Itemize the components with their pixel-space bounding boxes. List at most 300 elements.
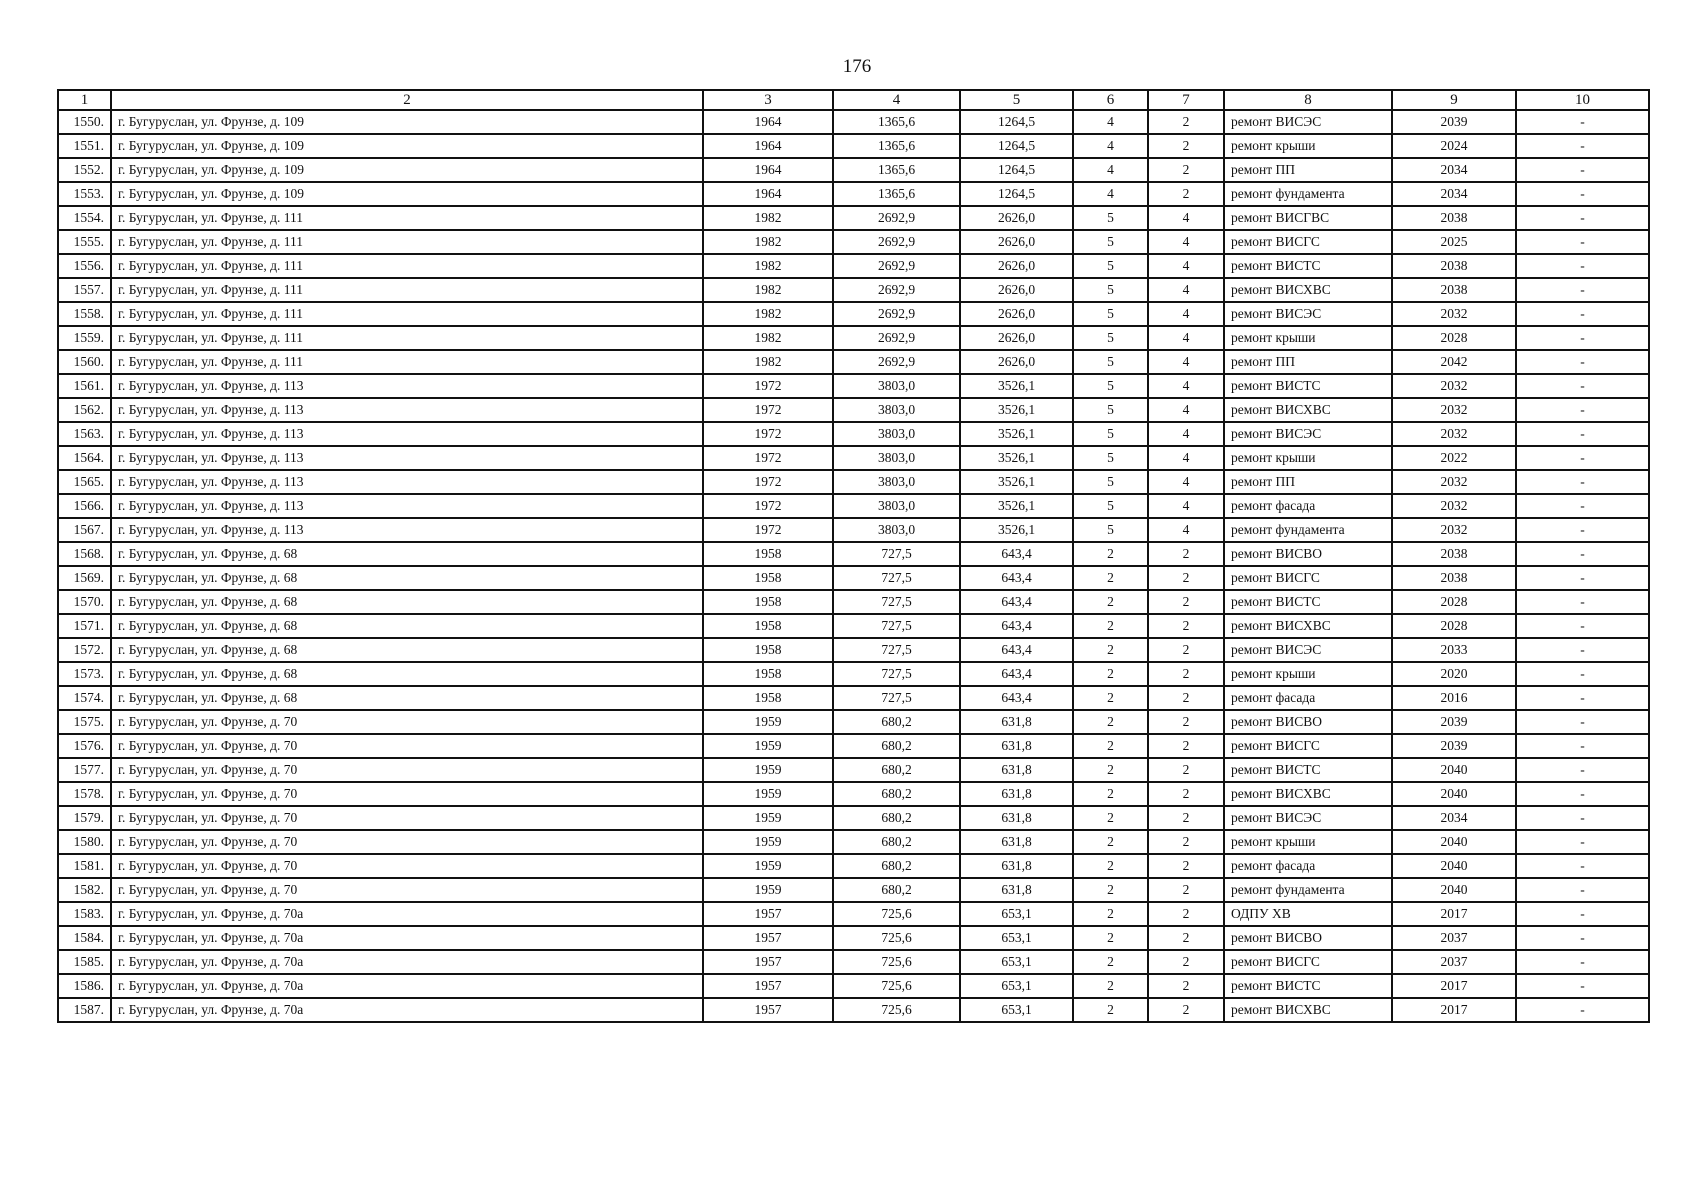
cell-total-area: 725,6 [833,974,960,998]
cell-total-area: 2692,9 [833,302,960,326]
table-row [58,254,1649,278]
cell-planned-year: 2032 [1392,374,1516,398]
cell-living-area: 631,8 [960,830,1073,854]
cell-year-built: 1958 [703,566,833,590]
cell-work-type: ремонт ПП [1224,470,1392,494]
cell-row-number: 1565. [58,470,111,494]
cell-year-built: 1959 [703,806,833,830]
page-number: 176 [842,56,872,77]
cell-entrances: 2 [1148,902,1224,926]
cell-entrances: 4 [1148,494,1224,518]
cell-year-built: 1957 [703,926,833,950]
cell-total-area: 2692,9 [833,350,960,374]
cell-total-area: 3803,0 [833,374,960,398]
cell-planned-year: 2039 [1392,734,1516,758]
cell-planned-year: 2017 [1392,998,1516,1022]
cell-address: г. Бугуруслан, ул. Фрунзе, д. 70 [111,710,703,734]
table-row [58,590,1649,614]
cell-row-number: 1551. [58,134,111,158]
cell-entrances: 4 [1148,446,1224,470]
cell-entrances: 2 [1148,542,1224,566]
table-row [58,470,1649,494]
cell-entrances: 4 [1148,518,1224,542]
cell-planned-year: 2042 [1392,350,1516,374]
cell-note: - [1516,494,1649,518]
cell-address: г. Бугуруслан, ул. Фрунзе, д. 113 [111,398,703,422]
table-row [58,182,1649,206]
cell-floors: 2 [1073,854,1148,878]
cell-year-built: 1958 [703,590,833,614]
cell-living-area: 2626,0 [960,254,1073,278]
cell-total-area: 1365,6 [833,134,960,158]
cell-work-type: ремонт ВИСТС [1224,590,1392,614]
cell-floors: 2 [1073,758,1148,782]
cell-work-type: ремонт ВИСТС [1224,254,1392,278]
cell-entrances: 4 [1148,398,1224,422]
cell-entrances: 4 [1148,230,1224,254]
cell-entrances: 2 [1148,878,1224,902]
cell-row-number: 1568. [58,542,111,566]
cell-year-built: 1958 [703,686,833,710]
cell-work-type: ремонт ВИСХВС [1224,998,1392,1022]
cell-address: г. Бугуруслан, ул. Фрунзе, д. 70 [111,758,703,782]
cell-total-area: 680,2 [833,854,960,878]
cell-year-built: 1972 [703,518,833,542]
cell-living-area: 631,8 [960,758,1073,782]
cell-entrances: 2 [1148,734,1224,758]
table-row [58,542,1649,566]
cell-row-number: 1572. [58,638,111,662]
cell-total-area: 2692,9 [833,230,960,254]
table-row [58,662,1649,686]
cell-year-built: 1982 [703,230,833,254]
cell-total-area: 3803,0 [833,398,960,422]
table-row [58,350,1649,374]
cell-work-type: ремонт ВИСГС [1224,950,1392,974]
cell-address: г. Бугуруслан, ул. Фрунзе, д. 70а [111,998,703,1022]
cell-living-area: 3526,1 [960,446,1073,470]
cell-row-number: 1566. [58,494,111,518]
cell-row-number: 1582. [58,878,111,902]
cell-planned-year: 2032 [1392,494,1516,518]
cell-address: г. Бугуруслан, ул. Фрунзе, д. 70а [111,902,703,926]
cell-work-type: ремонт крыши [1224,134,1392,158]
cell-year-built: 1959 [703,854,833,878]
cell-living-area: 2626,0 [960,230,1073,254]
cell-year-built: 1964 [703,110,833,134]
cell-work-type: ремонт ВИСТС [1224,374,1392,398]
cell-work-type: ремонт ВИСЭС [1224,110,1392,134]
cell-address: г. Бугуруслан, ул. Фрунзе, д. 68 [111,638,703,662]
cell-work-type: ремонт ВИСВО [1224,542,1392,566]
cell-note: - [1516,350,1649,374]
cell-living-area: 1264,5 [960,134,1073,158]
cell-note: - [1516,926,1649,950]
cell-row-number: 1562. [58,398,111,422]
cell-year-built: 1972 [703,398,833,422]
cell-entrances: 2 [1148,590,1224,614]
cell-total-area: 3803,0 [833,422,960,446]
cell-planned-year: 2040 [1392,854,1516,878]
cell-living-area: 2626,0 [960,302,1073,326]
cell-work-type: ремонт ВИСВО [1224,710,1392,734]
cell-address: г. Бугуруслан, ул. Фрунзе, д. 109 [111,110,703,134]
cell-work-type: ремонт ПП [1224,350,1392,374]
cell-total-area: 725,6 [833,950,960,974]
cell-total-area: 727,5 [833,638,960,662]
cell-note: - [1516,254,1649,278]
cell-address: г. Бугуруслан, ул. Фрунзе, д. 111 [111,278,703,302]
cell-year-built: 1958 [703,662,833,686]
column-header-1: 1 [58,90,111,110]
cell-entrances: 4 [1148,422,1224,446]
cell-address: г. Бугуруслан, ул. Фрунзе, д. 109 [111,182,703,206]
cell-floors: 5 [1073,446,1148,470]
cell-note: - [1516,686,1649,710]
cell-address: г. Бугуруслан, ул. Фрунзе, д. 113 [111,494,703,518]
table-row [58,854,1649,878]
cell-entrances: 2 [1148,158,1224,182]
cell-year-built: 1972 [703,446,833,470]
cell-entrances: 4 [1148,278,1224,302]
cell-planned-year: 2028 [1392,590,1516,614]
cell-work-type: ремонт фундамента [1224,518,1392,542]
cell-total-area: 2692,9 [833,278,960,302]
cell-address: г. Бугуруслан, ул. Фрунзе, д. 70 [111,878,703,902]
cell-work-type: ремонт ВИСХВС [1224,278,1392,302]
table-row [58,710,1649,734]
cell-total-area: 680,2 [833,878,960,902]
cell-entrances: 4 [1148,374,1224,398]
cell-work-type: ремонт ВИСХВС [1224,614,1392,638]
cell-total-area: 2692,9 [833,254,960,278]
cell-living-area: 643,4 [960,566,1073,590]
cell-work-type: ремонт ВИСГВС [1224,206,1392,230]
cell-living-area: 1264,5 [960,110,1073,134]
repair-schedule-table [57,89,1650,1023]
cell-address: г. Бугуруслан, ул. Фрунзе, д. 113 [111,446,703,470]
cell-work-type: ремонт крыши [1224,326,1392,350]
cell-living-area: 1264,5 [960,158,1073,182]
cell-entrances: 4 [1148,326,1224,350]
cell-floors: 5 [1073,230,1148,254]
cell-row-number: 1550. [58,110,111,134]
cell-row-number: 1557. [58,278,111,302]
cell-address: г. Бугуруслан, ул. Фрунзе, д. 113 [111,518,703,542]
cell-note: - [1516,758,1649,782]
cell-row-number: 1559. [58,326,111,350]
cell-row-number: 1579. [58,806,111,830]
table-row [58,494,1649,518]
cell-planned-year: 2017 [1392,974,1516,998]
cell-work-type: ремонт ВИСЭС [1224,806,1392,830]
cell-address: г. Бугуруслан, ул. Фрунзе, д. 111 [111,206,703,230]
cell-address: г. Бугуруслан, ул. Фрунзе, д. 111 [111,302,703,326]
cell-address: г. Бугуруслан, ул. Фрунзе, д. 68 [111,590,703,614]
cell-planned-year: 2032 [1392,398,1516,422]
cell-living-area: 643,4 [960,590,1073,614]
cell-row-number: 1583. [58,902,111,926]
cell-row-number: 1577. [58,758,111,782]
cell-note: - [1516,158,1649,182]
cell-row-number: 1554. [58,206,111,230]
column-header-10: 10 [1516,90,1649,110]
cell-living-area: 653,1 [960,950,1073,974]
cell-address: г. Бугуруслан, ул. Фрунзе, д. 109 [111,134,703,158]
cell-note: - [1516,710,1649,734]
cell-floors: 4 [1073,158,1148,182]
cell-year-built: 1982 [703,326,833,350]
cell-note: - [1516,542,1649,566]
cell-floors: 5 [1073,518,1148,542]
cell-work-type: ремонт фасада [1224,686,1392,710]
table-row [58,398,1649,422]
table-row [58,158,1649,182]
cell-total-area: 2692,9 [833,206,960,230]
cell-note: - [1516,734,1649,758]
cell-address: г. Бугуруслан, ул. Фрунзе, д. 68 [111,542,703,566]
cell-entrances: 2 [1148,134,1224,158]
cell-address: г. Бугуруслан, ул. Фрунзе, д. 70 [111,830,703,854]
cell-row-number: 1573. [58,662,111,686]
cell-planned-year: 2039 [1392,710,1516,734]
cell-address: г. Бугуруслан, ул. Фрунзе, д. 70а [111,926,703,950]
cell-year-built: 1982 [703,302,833,326]
cell-planned-year: 2034 [1392,182,1516,206]
cell-address: г. Бугуруслан, ул. Фрунзе, д. 68 [111,662,703,686]
cell-note: - [1516,470,1649,494]
cell-living-area: 631,8 [960,782,1073,806]
cell-note: - [1516,134,1649,158]
table-row [58,902,1649,926]
cell-address: г. Бугуруслан, ул. Фрунзе, д. 113 [111,470,703,494]
cell-note: - [1516,782,1649,806]
cell-total-area: 1365,6 [833,158,960,182]
cell-total-area: 725,6 [833,902,960,926]
cell-note: - [1516,518,1649,542]
cell-floors: 4 [1073,110,1148,134]
cell-total-area: 3803,0 [833,446,960,470]
cell-row-number: 1575. [58,710,111,734]
cell-address: г. Бугуруслан, ул. Фрунзе, д. 111 [111,254,703,278]
cell-note: - [1516,326,1649,350]
table-row [58,302,1649,326]
cell-floors: 5 [1073,302,1148,326]
column-header-8: 8 [1224,90,1392,110]
cell-work-type: ремонт ВИСГС [1224,734,1392,758]
cell-total-area: 727,5 [833,662,960,686]
cell-note: - [1516,998,1649,1022]
cell-note: - [1516,902,1649,926]
cell-note: - [1516,878,1649,902]
cell-living-area: 631,8 [960,878,1073,902]
cell-floors: 2 [1073,734,1148,758]
table-row [58,422,1649,446]
cell-floors: 5 [1073,374,1148,398]
cell-total-area: 680,2 [833,830,960,854]
cell-living-area: 2626,0 [960,350,1073,374]
cell-planned-year: 2039 [1392,110,1516,134]
cell-work-type: ремонт ВИСХВС [1224,398,1392,422]
cell-entrances: 4 [1148,254,1224,278]
cell-note: - [1516,182,1649,206]
cell-row-number: 1556. [58,254,111,278]
cell-note: - [1516,590,1649,614]
cell-planned-year: 2032 [1392,302,1516,326]
cell-planned-year: 2040 [1392,758,1516,782]
cell-floors: 2 [1073,926,1148,950]
cell-floors: 2 [1073,710,1148,734]
cell-note: - [1516,422,1649,446]
table-row [58,926,1649,950]
cell-entrances: 2 [1148,926,1224,950]
cell-floors: 2 [1073,902,1148,926]
column-header-9: 9 [1392,90,1516,110]
cell-year-built: 1972 [703,494,833,518]
cell-entrances: 2 [1148,566,1224,590]
cell-work-type: ремонт фундамента [1224,182,1392,206]
cell-note: - [1516,230,1649,254]
cell-floors: 2 [1073,662,1148,686]
cell-total-area: 725,6 [833,998,960,1022]
cell-work-type: ремонт ПП [1224,158,1392,182]
cell-living-area: 3526,1 [960,374,1073,398]
cell-floors: 2 [1073,806,1148,830]
cell-total-area: 727,5 [833,686,960,710]
table-row [58,566,1649,590]
cell-row-number: 1578. [58,782,111,806]
cell-floors: 4 [1073,182,1148,206]
cell-row-number: 1560. [58,350,111,374]
cell-floors: 2 [1073,614,1148,638]
table-row [58,686,1649,710]
table-body [58,110,1649,1022]
cell-address: г. Бугуруслан, ул. Фрунзе, д. 70а [111,950,703,974]
cell-row-number: 1576. [58,734,111,758]
cell-total-area: 680,2 [833,710,960,734]
cell-year-built: 1958 [703,542,833,566]
cell-planned-year: 2028 [1392,326,1516,350]
cell-entrances: 2 [1148,710,1224,734]
cell-entrances: 2 [1148,998,1224,1022]
cell-floors: 5 [1073,326,1148,350]
cell-entrances: 2 [1148,830,1224,854]
cell-work-type: ремонт ВИСГС [1224,566,1392,590]
cell-living-area: 643,4 [960,614,1073,638]
cell-year-built: 1964 [703,182,833,206]
cell-planned-year: 2016 [1392,686,1516,710]
cell-work-type: ремонт фасада [1224,854,1392,878]
cell-entrances: 2 [1148,614,1224,638]
cell-planned-year: 2037 [1392,950,1516,974]
table-row [58,734,1649,758]
cell-floors: 2 [1073,566,1148,590]
column-header-4: 4 [833,90,960,110]
cell-year-built: 1959 [703,710,833,734]
cell-entrances: 2 [1148,806,1224,830]
cell-floors: 2 [1073,830,1148,854]
cell-floors: 5 [1073,206,1148,230]
cell-entrances: 2 [1148,758,1224,782]
cell-year-built: 1957 [703,974,833,998]
cell-planned-year: 2028 [1392,614,1516,638]
cell-work-type: ОДПУ ХВ [1224,902,1392,926]
cell-note: - [1516,446,1649,470]
table-header-row [58,90,1649,110]
cell-total-area: 725,6 [833,926,960,950]
cell-work-type: ремонт ВИСТС [1224,974,1392,998]
cell-row-number: 1567. [58,518,111,542]
cell-year-built: 1972 [703,470,833,494]
cell-row-number: 1584. [58,926,111,950]
cell-note: - [1516,662,1649,686]
cell-planned-year: 2038 [1392,278,1516,302]
cell-living-area: 653,1 [960,926,1073,950]
cell-total-area: 1365,6 [833,110,960,134]
cell-planned-year: 2040 [1392,878,1516,902]
cell-note: - [1516,110,1649,134]
cell-total-area: 727,5 [833,614,960,638]
cell-living-area: 3526,1 [960,518,1073,542]
table-row [58,134,1649,158]
cell-floors: 5 [1073,350,1148,374]
cell-living-area: 643,4 [960,542,1073,566]
cell-total-area: 3803,0 [833,494,960,518]
cell-row-number: 1587. [58,998,111,1022]
cell-planned-year: 2032 [1392,470,1516,494]
cell-living-area: 653,1 [960,998,1073,1022]
cell-planned-year: 2034 [1392,158,1516,182]
cell-planned-year: 2038 [1392,254,1516,278]
cell-work-type: ремонт крыши [1224,446,1392,470]
cell-address: г. Бугуруслан, ул. Фрунзе, д. 111 [111,230,703,254]
cell-planned-year: 2038 [1392,566,1516,590]
cell-note: - [1516,974,1649,998]
cell-year-built: 1957 [703,998,833,1022]
column-header-3: 3 [703,90,833,110]
cell-living-area: 3526,1 [960,398,1073,422]
cell-living-area: 643,4 [960,686,1073,710]
table-row [58,878,1649,902]
cell-year-built: 1959 [703,878,833,902]
cell-entrances: 2 [1148,854,1224,878]
cell-work-type: ремонт крыши [1224,662,1392,686]
cell-address: г. Бугуруслан, ул. Фрунзе, д. 111 [111,326,703,350]
cell-floors: 2 [1073,782,1148,806]
cell-living-area: 3526,1 [960,470,1073,494]
cell-floors: 4 [1073,134,1148,158]
cell-entrances: 2 [1148,638,1224,662]
cell-total-area: 727,5 [833,590,960,614]
cell-planned-year: 2037 [1392,926,1516,950]
cell-year-built: 1982 [703,350,833,374]
cell-total-area: 727,5 [833,566,960,590]
cell-row-number: 1561. [58,374,111,398]
cell-work-type: ремонт ВИСГС [1224,230,1392,254]
cell-address: г. Бугуруслан, ул. Фрунзе, д. 113 [111,374,703,398]
cell-row-number: 1563. [58,422,111,446]
cell-total-area: 727,5 [833,542,960,566]
cell-year-built: 1964 [703,158,833,182]
cell-row-number: 1569. [58,566,111,590]
cell-living-area: 3526,1 [960,494,1073,518]
cell-entrances: 2 [1148,182,1224,206]
cell-address: г. Бугуруслан, ул. Фрунзе, д. 68 [111,686,703,710]
table-row [58,110,1649,134]
cell-row-number: 1555. [58,230,111,254]
table-row [58,374,1649,398]
cell-address: г. Бугуруслан, ул. Фрунзе, д. 70 [111,782,703,806]
